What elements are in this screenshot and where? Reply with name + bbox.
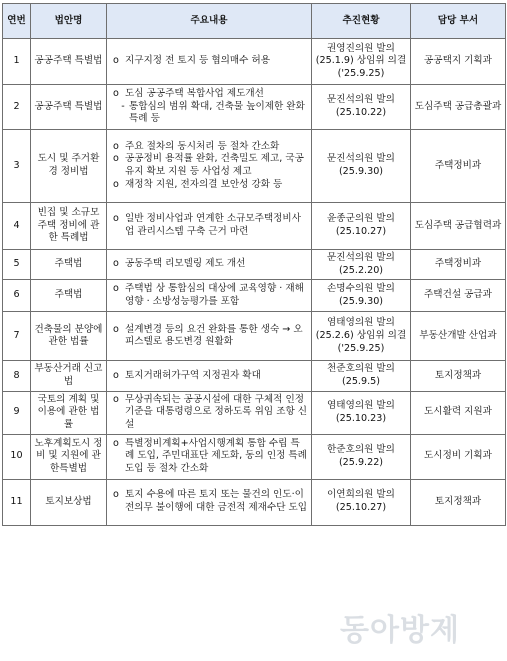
table-body (3, 39, 506, 526)
bill-name: 도시 및 주거환경 정비법 (31, 130, 107, 203)
bill-name: 건축물의 분양에 관한 법률 (31, 312, 107, 361)
department: 토지정책과 (411, 361, 506, 391)
content-bullet (113, 55, 308, 68)
department: 도시정비 기획과 (411, 434, 506, 479)
row-number: 5 (3, 250, 31, 280)
table-row (3, 203, 506, 250)
row-number: 2 (3, 85, 31, 130)
row-number: 9 (3, 391, 31, 434)
bullet-marker: o (113, 153, 119, 165)
content-bullet (113, 88, 308, 101)
status: 문진석의원 발의 (25.10.22) (312, 85, 411, 130)
table-row (3, 130, 506, 203)
bullet-text: 무상귀속되는 공공시설에 대한 구체적 인정기준을 대통령령으로 정하도록 위임 조항 신설 (125, 393, 308, 430)
row-number: 11 (3, 479, 31, 525)
bill-name: 공공주택 특별법 (31, 39, 107, 85)
status: 문진석의원 발의 (25.9.30) (312, 130, 411, 203)
row-number: 6 (3, 280, 31, 312)
status: 윤종군의원 발의 (25.10.27) (312, 203, 411, 250)
table-row (3, 391, 506, 434)
row-number: 1 (3, 39, 31, 85)
bullet-marker: o (113, 140, 119, 152)
content-bullet (113, 394, 308, 432)
bill-table (2, 3, 506, 526)
status: 천준호의원 발의 (25.9.5) (312, 361, 411, 391)
content-bullet (113, 370, 308, 383)
table-row (3, 479, 506, 525)
main-content (107, 85, 312, 130)
status: 손명수의원 발의 (25.9.30) (312, 280, 411, 312)
row-number: 8 (3, 361, 31, 391)
header-row (3, 4, 506, 39)
department: 주택정비과 (411, 250, 506, 280)
table-row (3, 434, 506, 479)
bullet-marker: o (113, 393, 119, 405)
main-content (107, 39, 312, 85)
content-bullet (113, 258, 308, 271)
bill-name: 주택법 (31, 250, 107, 280)
table-row (3, 250, 506, 280)
table-row (3, 85, 506, 130)
bullet-text: 지구지정 전 토지 등 협의매수 허용 (125, 55, 270, 67)
bill-name: 부동산거래 신고법 (31, 361, 107, 391)
bullet-marker: o (113, 258, 119, 270)
bullet-marker: o (113, 213, 119, 225)
content-bullet (113, 489, 308, 514)
bullet-text: 설계변경 등의 요건 완화를 통한 생숙 → 오피스텔로 용도변경 원활화 (125, 323, 303, 348)
bullet-text: 통합심의 범위 확대, 건축물 높이제한 완화 특례 등 (129, 100, 305, 125)
content-bullet (117, 101, 308, 126)
bullet-text: 도심 공공주택 복합사업 제도개선 (125, 88, 264, 100)
bullet-text: 주요 절차의 동시처리 등 절차 간소화 (125, 140, 280, 152)
bullet-marker: o (113, 55, 119, 67)
status: 염태영의원 발의 (25.2.6) 상임위 의결 ('25.9.25) (312, 312, 411, 361)
header-bill-name: 법안명 (31, 4, 107, 39)
bullet-text: 공공정비 용적률 완화, 건축밀도 제고, 국공유지 확보 지원 등 사업성 제고 (125, 153, 304, 177)
row-number: 10 (3, 434, 31, 479)
status: 이연희의원 발의 (25.10.27) (312, 479, 411, 525)
bill-name: 토지보상법 (31, 479, 107, 525)
bullet-marker: o (113, 437, 119, 449)
bill-name: 빈집 및 소규모주택 정비에 관한 특례법 (31, 203, 107, 250)
department: 도심주택 공급협력과 (411, 203, 506, 250)
main-content (107, 434, 312, 479)
bullet-text: 주택법 상 통합심의 대상에 교육영향 · 재해영향 · 소방성능평가를 포함 (125, 283, 304, 307)
bill-name: 노후계획도시 정비 및 지원에 관한특별법 (31, 434, 107, 479)
row-number: 3 (3, 130, 31, 203)
row-number: 4 (3, 203, 31, 250)
bullet-marker: o (113, 178, 119, 190)
main-content (107, 479, 312, 525)
status: 한준호의원 발의 (25.9.22) (312, 434, 411, 479)
status: 염태영의원 발의 (25.10.23) (312, 391, 411, 434)
status: 문진석의원 발의 (25.2.20) (312, 250, 411, 280)
table-row (3, 312, 506, 361)
table-row (3, 280, 506, 312)
table-row (3, 39, 506, 85)
content-bullet (113, 153, 308, 178)
bullet-text: 공동주택 리모델링 제도 개선 (125, 258, 246, 270)
content-bullet (113, 213, 308, 238)
status: 권영진의원 발의 (25.1.9) 상임위 의결 ('25.9.25) (312, 39, 411, 85)
watermark-logo: 동아방제 (340, 613, 460, 648)
table-row (3, 361, 506, 391)
header-content: 주요내용 (107, 4, 312, 39)
main-content (107, 203, 312, 250)
bullet-marker: o (113, 369, 119, 381)
bullet-marker: o (113, 283, 119, 295)
bill-name: 공공주택 특별법 (31, 85, 107, 130)
content-bullet (113, 438, 308, 476)
bullet-marker: o (113, 489, 119, 501)
content-bullet (113, 324, 308, 349)
bullet-marker: o (113, 323, 119, 335)
bill-name: 국토의 계획 및 이용에 관한 법률 (31, 391, 107, 434)
department: 주택건설 공급과 (411, 280, 506, 312)
main-content (107, 280, 312, 312)
bullet-text: 재정착 지원, 전자의결 보안성 강화 등 (125, 178, 283, 190)
department: 도시활력 지원과 (411, 391, 506, 434)
row-number: 7 (3, 312, 31, 361)
bullet-marker: - (121, 100, 125, 112)
bullet-text: 특별정비계획+사업시행계획 통합 수립 특례 도입, 주민대표단 제도화, 동의 인정 특례 도입 등 절차 간소화 (125, 437, 307, 474)
header-dept: 담당 부서 (411, 4, 506, 39)
main-content (107, 130, 312, 203)
main-content (107, 250, 312, 280)
department: 주택정비과 (411, 130, 506, 203)
header-status: 추진현황 (312, 4, 411, 39)
bullet-text: 토지거래허가구역 지정권자 확대 (125, 369, 261, 381)
content-bullet (113, 179, 308, 192)
main-content (107, 312, 312, 361)
department: 도심주택 공급총괄과 (411, 85, 506, 130)
main-content (107, 391, 312, 434)
content-bullet (113, 141, 308, 154)
header-no: 연번 (3, 4, 31, 39)
bill-name: 주택법 (31, 280, 107, 312)
department: 부동산개발 산업과 (411, 312, 506, 361)
department: 토지정책과 (411, 479, 506, 525)
content-bullet (113, 283, 308, 308)
bullet-marker: o (113, 88, 119, 100)
department: 공공택지 기획과 (411, 39, 506, 85)
bullet-text: 토지 수용에 따른 토지 또는 물건의 인도·이전의무 불이행에 대한 금전적 제재수단 도입 (125, 489, 308, 514)
bullet-text: 일반 정비사업과 연계한 소규모주택정비사업 관리시스템 구축 근거 마련 (125, 213, 301, 237)
main-content (107, 361, 312, 391)
